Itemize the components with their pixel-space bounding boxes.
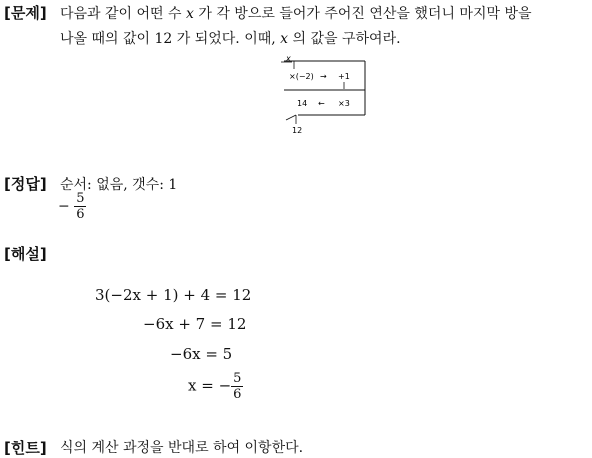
diagram-cell-3: 14 [297, 99, 308, 108]
equation-step-2: −6x + 7 = 12 [143, 315, 247, 333]
equation-step-3: −6x = 5 [170, 345, 233, 363]
problem-line-1-pre: 다음과 같이 어떤 수 [60, 6, 182, 22]
answer-numerator: 5 [76, 191, 85, 206]
problem-line-1 [60, 3, 532, 23]
equation-step-1: 3(−2x + 1) + 4 = 12 [95, 286, 252, 304]
equation-step-4-numerator: 5 [233, 371, 242, 386]
equation-step-4 [188, 371, 243, 402]
diagram-arrow-1: → [320, 72, 327, 81]
diagram-arrow-2: ← [318, 99, 325, 108]
answer-tag: [정답] [4, 175, 47, 193]
variable-x: x [186, 6, 194, 22]
variable-x-2: x [280, 31, 289, 47]
hint-tag: [힌트] [4, 439, 47, 457]
diagram-cell-4: ×3 [338, 99, 350, 108]
equation-step-4-lhs: x = − [188, 376, 232, 395]
equation-step-4-fraction [231, 371, 243, 402]
problem-line-1-post: 가 각 방으로 들어가 주어진 연산을 했더니 마지막 방을 [198, 6, 532, 22]
problem-line-2-post: 의 값을 구하여라. [292, 31, 401, 47]
equation-step-4-denominator: 6 [233, 387, 242, 402]
problem-line-2-pre: 나올 때의 값이 12 가 되었다. 이때, [60, 31, 276, 47]
explanation-tag: [해설] [4, 245, 47, 263]
answer-meta: 순서: 없음, 갯수: 1 [60, 177, 178, 193]
diagram-end-label: 12 [292, 126, 303, 135]
diagram-exit-arrow [286, 115, 296, 120]
diagram-cell-1: ×(−2) [289, 72, 314, 81]
problem-tag: [문제] [4, 4, 47, 22]
answer-fraction [74, 191, 86, 222]
problem-line-2 [60, 28, 401, 48]
answer-denominator: 6 [76, 207, 85, 222]
answer-value [58, 191, 86, 222]
hint-text: 식의 계산 과정을 반대로 하여 이항한다. [60, 440, 304, 456]
diagram-cell-2: +1 [338, 72, 350, 81]
answer-sign: − [58, 198, 70, 215]
operation-diagram [280, 52, 372, 136]
diagram-start-label: x [286, 54, 291, 63]
